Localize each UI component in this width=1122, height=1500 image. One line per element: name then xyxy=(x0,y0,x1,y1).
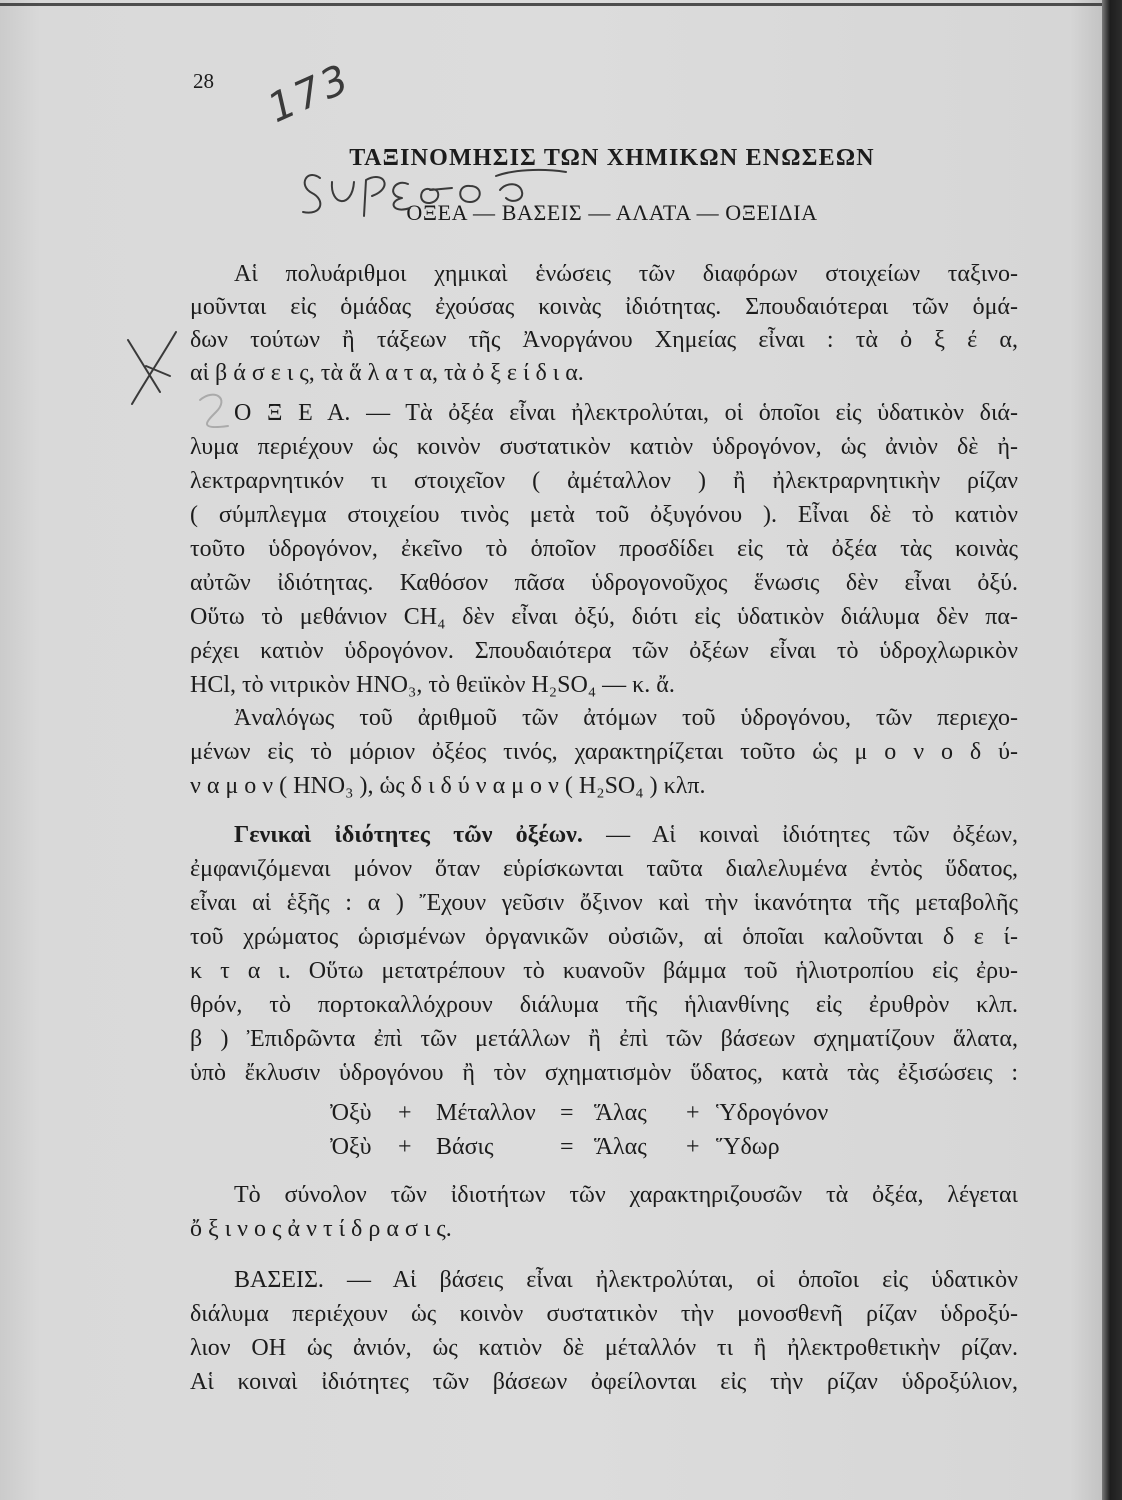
text-line: αὐτῶν ἰδιότητας. Καθόσον πᾶσα ὑδρογονοῦχος ἕνωσις δὲν εἶναι ὀξύ. xyxy=(190,570,1018,596)
eq-term: Ὕδωρ xyxy=(716,1134,780,1160)
text-line: δων τούτων ἢ τάξεων τῆς Ἀνοργάνου Χημείας εἶναι : τὰ ὀ ξ έ α, xyxy=(190,327,1018,353)
eq-term: Ὀξὺ xyxy=(330,1100,372,1126)
eq-operator: = xyxy=(560,1134,574,1160)
page-subtitle: ΟΞΕΑ — ΒΑΣΕΙΣ — ΑΛΑΤΑ — ΟΞΕΙΔΙΑ xyxy=(406,200,818,225)
text-line: Οὕτω τὸ μεθάνιον CH₄ δὲν εἶναι ὀξύ, διότι εἰς ὑδατικὸν διάλυμα δὲν πα- xyxy=(190,604,1018,630)
text-line: θρόν, τὸ πορτοκαλλόχρουν διάλυμα τῆς ἡλιανθίνης εἰς ἐρυθρὸν κλπ. xyxy=(190,992,1018,1018)
page-title: ΤΑΞΙΝΟΜΗΣΙΣ ΤΩΝ ΧΗΜΙΚΩΝ ΕΝΩΣΕΩΝ xyxy=(349,145,875,171)
eq-term: Ὀξὺ xyxy=(330,1134,372,1160)
text-line: ( σύμπλεγμα στοιχείου τινὸς μετὰ τοῦ ὀξυγόνου ). Εἶναι δὲ τὸ κατιὸν xyxy=(190,502,1018,528)
text-line: Τὸ σύνολον τῶν ἰδιοτήτων τῶν χαρακτηριζουσῶν τὰ ὀξέα, λέγεται xyxy=(234,1182,1018,1208)
text-line: λιον OH ὡς ἀνιόν, ὡς κατιὸν δὲ μέταλλόν τι ἢ ἠλεκτροθετικὴν ρίζαν. xyxy=(190,1335,1018,1361)
text-line: ὄ ξ ι ν ο ς ἀ ν τ ί δ ρ α σ ι ς. xyxy=(190,1216,452,1242)
eq-operator: + xyxy=(686,1100,700,1126)
text-line: Ἀναλόγως τοῦ ἀριθμοῦ τῶν ἀτόμων τοῦ ὑδρογόνου, τῶν περιεχο- xyxy=(234,705,1018,731)
eq-term: Ἅλας xyxy=(594,1134,647,1160)
text-line: διάλυμα περιέχουν ὡς κοινὸν συστατικὸν τὴν μονοσθενῆ ρίζαν ὑδροξύ- xyxy=(190,1301,1018,1327)
text-line: ρέχει κατιὸν ὑδρογόνον. Σπουδαιότερα τῶν ὀξέων εἶναι τὸ ὑδροχλωρικὸν xyxy=(190,638,1018,664)
paragraph-bases xyxy=(190,1263,1018,1399)
equations xyxy=(330,1096,876,1164)
section-heading: Γενικαὶ ἰδιότητες τῶν ὀξέων. xyxy=(234,822,583,848)
equation xyxy=(330,1130,876,1164)
text-line: ἐμφανιζόμεναι μόνον ὅταν εὑρίσκωνται ταῦτα διαλελυμένα ἐντὸς ὕδατος, xyxy=(190,856,1018,882)
scan-right-edge xyxy=(1102,0,1122,1500)
text-line: β ) Ἐπιδρῶντα ἐπὶ τῶν μετάλλων ἢ ἐπὶ τῶν βάσεων σχηματίζουν ἅλατα, xyxy=(190,1026,1018,1052)
page-number: 28 xyxy=(193,69,214,93)
text-line: ὑπὸ ἔκλυσιν ὑδρογόνου ἢ τὸν σχηματισμὸν ὕδατος, κατὰ τὰς ἐξισώσεις : xyxy=(190,1060,1018,1086)
text-line: ΒΑΣΕΙΣ. — Αἱ βάσεις εἶναι ἠλεκτρολύται, οἱ ὁποῖοι εἰς ὑδατικὸν xyxy=(234,1267,1018,1293)
paragraph-acid-reaction xyxy=(190,1178,1018,1246)
eq-operator: + xyxy=(398,1100,412,1126)
text-line: Αἱ κοιναὶ ἰδιότητες τῶν βάσεων ὀφείλονται εἰς τὴν ρίζαν ὑδροξύλιον, xyxy=(190,1369,1018,1395)
equation xyxy=(330,1096,876,1130)
scan-top-edge xyxy=(0,3,1102,6)
text-line: HCl, τὸ νιτρικὸν HNO₃, τὸ θειϊκὸν H₂SO₄ — κ. ἄ. xyxy=(190,672,675,698)
paragraph-acids xyxy=(190,396,1018,702)
text-line: κ τ α ι. Οὕτω μετατρέπουν τὸ κυανοῦν βάμμα τοῦ ἡλιοτροπίου εἰς ἐρυ- xyxy=(190,958,1018,984)
eq-operator: = xyxy=(560,1100,574,1126)
text-line: τοῦτο ὑδρογόνον, ἐκεῖνο τὸ ὁποῖον προσδίδει εἰς τὰ ὀξέα τὰς κοινὰς xyxy=(190,536,1018,562)
text-line: λυμα περιέχουν ὡς κοινὸν συστατικὸν κατιὸν ὑδρογόνον, ὡς ἀνιὸν δὲ ἠ- xyxy=(190,434,1018,460)
text-line: εἶναι αἱ ἑξῆς : α ) Ἔχουν γεῦσιν ὄξινον καὶ τὴν ἱκανότητα τῆς μεταβολῆς xyxy=(190,890,1018,916)
eq-term: Ὑδρογόνον xyxy=(716,1100,829,1126)
eq-term: Μέταλλον xyxy=(436,1100,536,1126)
text-line: ν α μ ο ν ( HNO₃ ), ὡς δ ι δ ύ ν α μ ο ν ( H₂SO₄ ) κλπ. xyxy=(190,773,706,799)
text-line: Αἱ πολυάριθμοι χημικαὶ ἑνώσεις τῶν διαφόρων στοιχείων ταξινο- xyxy=(234,261,1018,287)
text-run: — Αἱ κοιναὶ ἰδιότητες τῶν ὀξέων, xyxy=(606,822,1018,848)
text-line: Ο Ξ Ε Α. — Τὰ ὀξέα εἶναι ἠλεκτρολύται, οἱ ὁποῖοι εἰς ὑδατικὸν διά- xyxy=(234,400,1018,426)
text-line: μοῦνται εἰς ὁμάδας ἐχούσας κοινὰς ἰδιότητας. Σπουδαιότεραι τῶν ὁμά- xyxy=(190,294,1018,320)
handwritten-cross-mark xyxy=(128,332,176,404)
text-line: μένων εἰς τὸ μόριον ὀξέος τινός, χαρακτηρίζεται τοῦτο ὡς μ ο ν ο δ ύ- xyxy=(190,739,1018,765)
text-line xyxy=(234,818,1018,852)
eq-operator: + xyxy=(398,1134,412,1160)
eq-term: Βάσις xyxy=(436,1134,494,1160)
text-line: αἱ β ά σ ε ι ς, τὰ ἅ λ α τ α, τὰ ὀ ξ ε ί δ ι α. xyxy=(190,360,584,386)
paragraph-intro xyxy=(190,258,1018,390)
paragraph-acid-basicity xyxy=(190,701,1018,803)
eq-operator: + xyxy=(686,1134,700,1160)
text-line: λεκτραρνητικόν τι στοιχεῖον ( ἀμέταλλον ) ἢ ἠλεκτραρνητικὴν ρίζαν xyxy=(190,468,1018,494)
handwritten-note: 173 xyxy=(261,55,358,133)
eq-term: Ἅλας xyxy=(594,1100,647,1126)
paragraph-acid-properties xyxy=(190,818,1018,1090)
text-line: τοῦ χρώματος ὡρισμένων ὀργανικῶν οὐσιῶν, αἱ ὁποῖαι καλοῦνται δ ε ί- xyxy=(190,924,1018,950)
